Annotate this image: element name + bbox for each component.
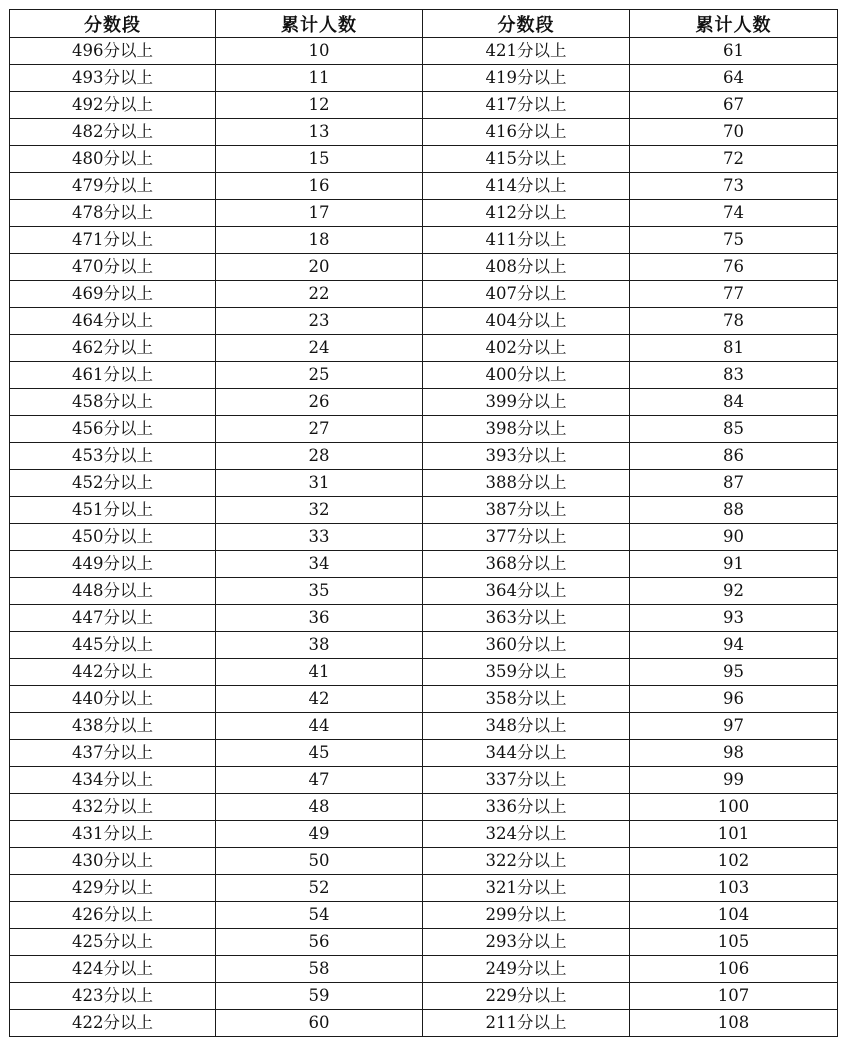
table-row [10, 227, 838, 254]
cell-cumulative-count-left: 13 [216, 119, 423, 146]
cell-cumulative-count-right: 108 [630, 1010, 838, 1037]
table-row [10, 146, 838, 173]
cell-score-range-right: 408分以上 [423, 254, 630, 281]
table-row [10, 254, 838, 281]
cell-cumulative-count-right: 77 [630, 281, 838, 308]
cell-score-range-left: 492分以上 [10, 92, 216, 119]
cell-cumulative-count-right: 78 [630, 308, 838, 335]
cell-cumulative-count-right: 106 [630, 956, 838, 983]
table-row [10, 38, 838, 65]
table-row [10, 767, 838, 794]
cell-cumulative-count-left: 58 [216, 956, 423, 983]
cell-score-range-left: 451分以上 [10, 497, 216, 524]
cell-cumulative-count-right: 94 [630, 632, 838, 659]
cell-score-range-right: 387分以上 [423, 497, 630, 524]
cell-score-range-right: 364分以上 [423, 578, 630, 605]
cell-score-range-right: 398分以上 [423, 416, 630, 443]
cell-cumulative-count-left: 35 [216, 578, 423, 605]
cell-score-range-left: 461分以上 [10, 362, 216, 389]
cell-score-range-left: 469分以上 [10, 281, 216, 308]
cell-cumulative-count-left: 59 [216, 983, 423, 1010]
cell-cumulative-count-left: 11 [216, 65, 423, 92]
cell-cumulative-count-left: 56 [216, 929, 423, 956]
cell-cumulative-count-left: 48 [216, 794, 423, 821]
cell-score-range-right: 363分以上 [423, 605, 630, 632]
cell-cumulative-count-left: 17 [216, 200, 423, 227]
cell-score-range-right: 415分以上 [423, 146, 630, 173]
cell-score-range-right: 400分以上 [423, 362, 630, 389]
cell-cumulative-count-left: 15 [216, 146, 423, 173]
table-row [10, 605, 838, 632]
cell-cumulative-count-left: 47 [216, 767, 423, 794]
cell-score-range-left: 470分以上 [10, 254, 216, 281]
table-row [10, 281, 838, 308]
cell-cumulative-count-right: 86 [630, 443, 838, 470]
cell-score-range-right: 299分以上 [423, 902, 630, 929]
cell-cumulative-count-left: 25 [216, 362, 423, 389]
cell-cumulative-count-left: 12 [216, 92, 423, 119]
cell-score-range-left: 479分以上 [10, 173, 216, 200]
cell-cumulative-count-left: 50 [216, 848, 423, 875]
cell-score-range-left: 462分以上 [10, 335, 216, 362]
cell-score-range-left: 426分以上 [10, 902, 216, 929]
table-row [10, 416, 838, 443]
table-row [10, 632, 838, 659]
cell-score-range-right: 399分以上 [423, 389, 630, 416]
table-row [10, 740, 838, 767]
cell-cumulative-count-right: 95 [630, 659, 838, 686]
cell-cumulative-count-left: 45 [216, 740, 423, 767]
cell-score-range-left: 464分以上 [10, 308, 216, 335]
table-row [10, 308, 838, 335]
cell-score-range-right: 211分以上 [423, 1010, 630, 1037]
cell-cumulative-count-left: 33 [216, 524, 423, 551]
cell-cumulative-count-right: 99 [630, 767, 838, 794]
table-row [10, 1010, 838, 1037]
cell-cumulative-count-left: 18 [216, 227, 423, 254]
cell-cumulative-count-right: 84 [630, 389, 838, 416]
cell-cumulative-count-right: 103 [630, 875, 838, 902]
table-row [10, 389, 838, 416]
cell-cumulative-count-right: 85 [630, 416, 838, 443]
cell-score-range-right: 402分以上 [423, 335, 630, 362]
score-distribution-table [9, 9, 838, 1037]
cell-cumulative-count-left: 34 [216, 551, 423, 578]
cell-cumulative-count-right: 73 [630, 173, 838, 200]
cell-cumulative-count-left: 44 [216, 713, 423, 740]
cell-score-range-left: 449分以上 [10, 551, 216, 578]
table-row [10, 794, 838, 821]
cell-score-range-left: 425分以上 [10, 929, 216, 956]
table-row [10, 200, 838, 227]
cell-cumulative-count-right: 92 [630, 578, 838, 605]
table-row [10, 875, 838, 902]
cell-score-range-right: 407分以上 [423, 281, 630, 308]
table-row [10, 713, 838, 740]
cell-cumulative-count-right: 91 [630, 551, 838, 578]
cell-score-range-right: 293分以上 [423, 929, 630, 956]
cell-score-range-left: 442分以上 [10, 659, 216, 686]
cell-cumulative-count-left: 41 [216, 659, 423, 686]
cell-score-range-left: 447分以上 [10, 605, 216, 632]
cell-score-range-right: 419分以上 [423, 65, 630, 92]
cell-score-range-right: 377分以上 [423, 524, 630, 551]
table-row [10, 956, 838, 983]
cell-score-range-left: 458分以上 [10, 389, 216, 416]
cell-score-range-left: 431分以上 [10, 821, 216, 848]
cell-cumulative-count-left: 38 [216, 632, 423, 659]
cell-cumulative-count-right: 72 [630, 146, 838, 173]
cell-score-range-left: 445分以上 [10, 632, 216, 659]
cell-score-range-left: 434分以上 [10, 767, 216, 794]
cell-score-range-right: 321分以上 [423, 875, 630, 902]
cell-cumulative-count-right: 61 [630, 38, 838, 65]
cell-score-range-right: 348分以上 [423, 713, 630, 740]
cell-cumulative-count-right: 76 [630, 254, 838, 281]
header-score-range-right: 分数段 [423, 10, 630, 38]
table-row [10, 65, 838, 92]
cell-cumulative-count-left: 54 [216, 902, 423, 929]
cell-score-range-left: 448分以上 [10, 578, 216, 605]
cell-cumulative-count-left: 20 [216, 254, 423, 281]
table-row [10, 848, 838, 875]
cell-cumulative-count-left: 28 [216, 443, 423, 470]
table-row [10, 362, 838, 389]
table-row [10, 578, 838, 605]
cell-score-range-left: 424分以上 [10, 956, 216, 983]
cell-score-range-right: 358分以上 [423, 686, 630, 713]
cell-cumulative-count-left: 49 [216, 821, 423, 848]
cell-score-range-right: 344分以上 [423, 740, 630, 767]
cell-cumulative-count-right: 98 [630, 740, 838, 767]
table-row [10, 983, 838, 1010]
table-row [10, 335, 838, 362]
table-row [10, 821, 838, 848]
cell-cumulative-count-right: 74 [630, 200, 838, 227]
table-row [10, 551, 838, 578]
cell-cumulative-count-left: 26 [216, 389, 423, 416]
cell-score-range-left: 429分以上 [10, 875, 216, 902]
cell-score-range-right: 368分以上 [423, 551, 630, 578]
cell-cumulative-count-left: 22 [216, 281, 423, 308]
cell-score-range-right: 412分以上 [423, 200, 630, 227]
cell-score-range-left: 422分以上 [10, 1010, 216, 1037]
cell-cumulative-count-left: 24 [216, 335, 423, 362]
cell-score-range-left: 437分以上 [10, 740, 216, 767]
cell-score-range-left: 456分以上 [10, 416, 216, 443]
cell-score-range-left: 478分以上 [10, 200, 216, 227]
cell-score-range-left: 496分以上 [10, 38, 216, 65]
cell-cumulative-count-left: 42 [216, 686, 423, 713]
cell-cumulative-count-right: 104 [630, 902, 838, 929]
cell-score-range-left: 493分以上 [10, 65, 216, 92]
cell-score-range-left: 452分以上 [10, 470, 216, 497]
cell-score-range-right: 388分以上 [423, 470, 630, 497]
table-row [10, 443, 838, 470]
cell-score-range-right: 360分以上 [423, 632, 630, 659]
cell-score-range-right: 404分以上 [423, 308, 630, 335]
cell-score-range-left: 482分以上 [10, 119, 216, 146]
cell-score-range-left: 450分以上 [10, 524, 216, 551]
cell-cumulative-count-right: 105 [630, 929, 838, 956]
cell-cumulative-count-right: 101 [630, 821, 838, 848]
cell-score-range-right: 414分以上 [423, 173, 630, 200]
cell-cumulative-count-left: 27 [216, 416, 423, 443]
cell-cumulative-count-right: 67 [630, 92, 838, 119]
table-row [10, 659, 838, 686]
cell-score-range-left: 480分以上 [10, 146, 216, 173]
cell-cumulative-count-right: 97 [630, 713, 838, 740]
cell-cumulative-count-right: 102 [630, 848, 838, 875]
cell-cumulative-count-left: 23 [216, 308, 423, 335]
cell-score-range-right: 324分以上 [423, 821, 630, 848]
cell-score-range-right: 421分以上 [423, 38, 630, 65]
cell-score-range-left: 440分以上 [10, 686, 216, 713]
cell-score-range-right: 322分以上 [423, 848, 630, 875]
cell-score-range-right: 417分以上 [423, 92, 630, 119]
table-row [10, 497, 838, 524]
table-row [10, 902, 838, 929]
table-header [10, 10, 838, 38]
cell-cumulative-count-right: 83 [630, 362, 838, 389]
table-row [10, 92, 838, 119]
cell-score-range-right: 416分以上 [423, 119, 630, 146]
cell-score-range-right: 359分以上 [423, 659, 630, 686]
cell-cumulative-count-right: 81 [630, 335, 838, 362]
table-row [10, 119, 838, 146]
cell-score-range-right: 337分以上 [423, 767, 630, 794]
cell-cumulative-count-right: 100 [630, 794, 838, 821]
table-row [10, 470, 838, 497]
cell-cumulative-count-left: 10 [216, 38, 423, 65]
cell-cumulative-count-left: 52 [216, 875, 423, 902]
cell-score-range-right: 249分以上 [423, 956, 630, 983]
cell-cumulative-count-left: 60 [216, 1010, 423, 1037]
cell-cumulative-count-left: 16 [216, 173, 423, 200]
cell-cumulative-count-right: 88 [630, 497, 838, 524]
cell-score-range-right: 411分以上 [423, 227, 630, 254]
cell-score-range-right: 393分以上 [423, 443, 630, 470]
cell-cumulative-count-left: 36 [216, 605, 423, 632]
table-row [10, 524, 838, 551]
table-row [10, 686, 838, 713]
header-cumulative-count-right: 累计人数 [630, 10, 838, 38]
cell-score-range-left: 432分以上 [10, 794, 216, 821]
cell-cumulative-count-left: 31 [216, 470, 423, 497]
header-cumulative-count-left: 累计人数 [216, 10, 423, 38]
header-row [10, 10, 838, 38]
cell-cumulative-count-right: 75 [630, 227, 838, 254]
table-body [10, 38, 838, 1037]
cell-score-range-left: 430分以上 [10, 848, 216, 875]
cell-score-range-right: 336分以上 [423, 794, 630, 821]
table-row [10, 929, 838, 956]
cell-score-range-left: 453分以上 [10, 443, 216, 470]
cell-cumulative-count-right: 70 [630, 119, 838, 146]
header-score-range-left: 分数段 [10, 10, 216, 38]
cell-cumulative-count-right: 87 [630, 470, 838, 497]
cell-cumulative-count-right: 107 [630, 983, 838, 1010]
cell-score-range-left: 438分以上 [10, 713, 216, 740]
cell-cumulative-count-right: 90 [630, 524, 838, 551]
cell-score-range-right: 229分以上 [423, 983, 630, 1010]
cell-score-range-left: 471分以上 [10, 227, 216, 254]
cell-score-range-left: 423分以上 [10, 983, 216, 1010]
cell-cumulative-count-right: 64 [630, 65, 838, 92]
cell-cumulative-count-left: 32 [216, 497, 423, 524]
table-row [10, 173, 838, 200]
cell-cumulative-count-right: 93 [630, 605, 838, 632]
cell-cumulative-count-right: 96 [630, 686, 838, 713]
